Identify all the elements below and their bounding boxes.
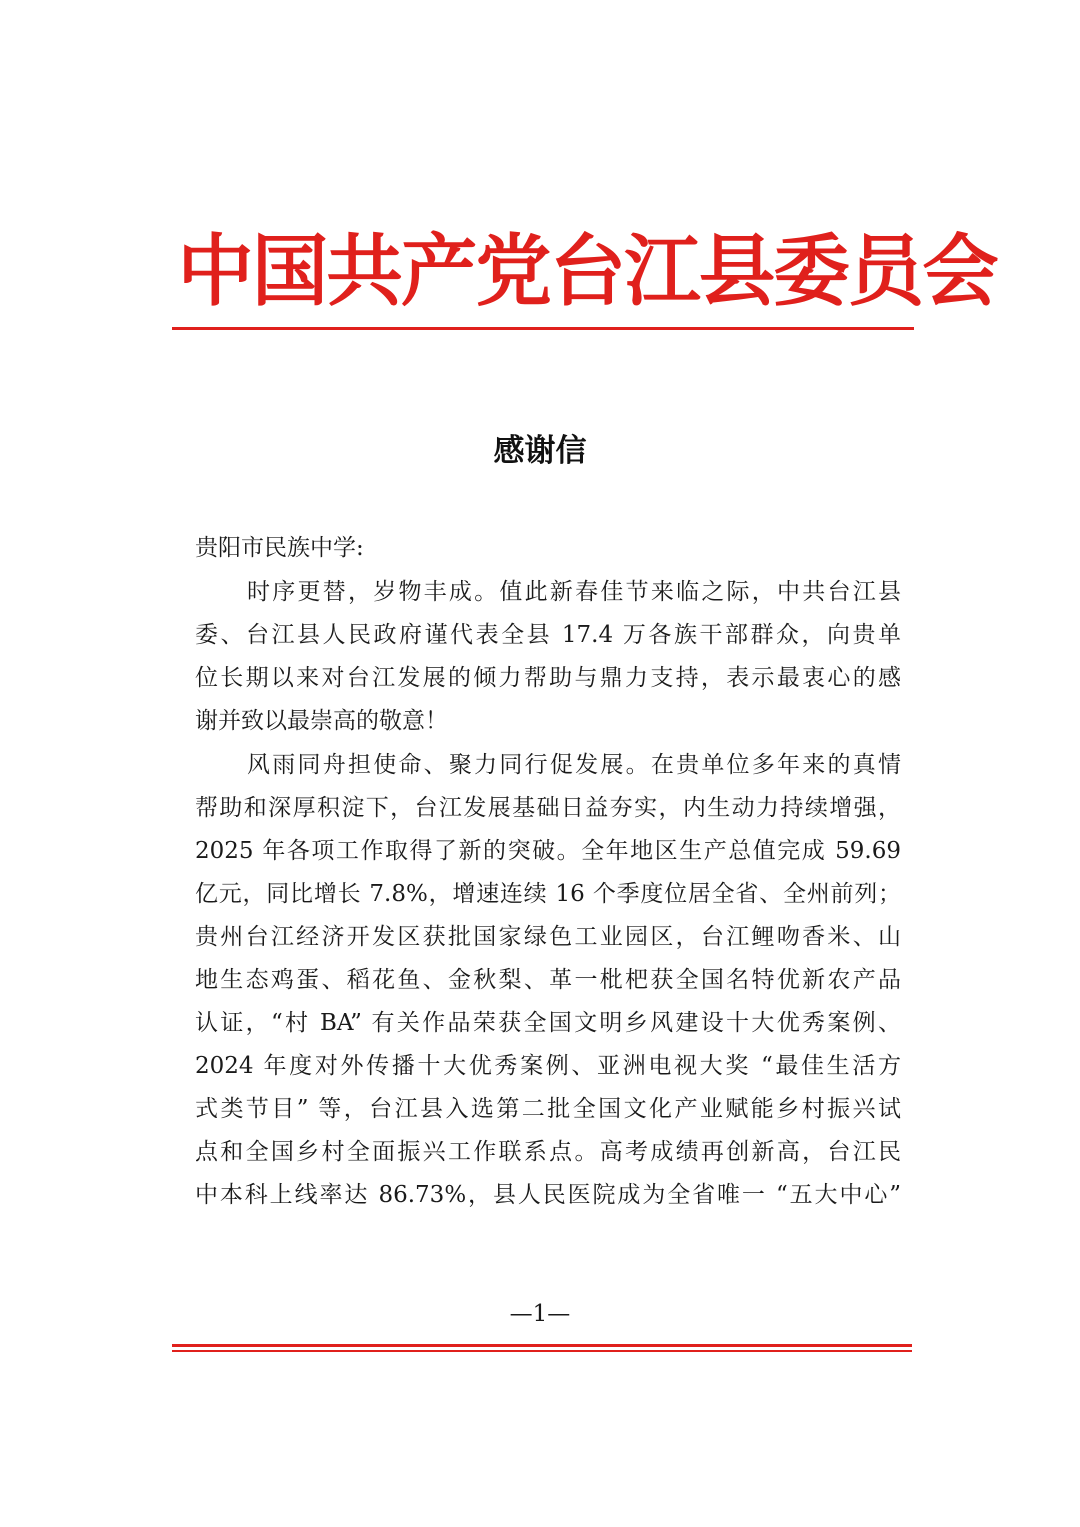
- body-line: 地生态鸡蛋、稻花鱼、金秋梨、革一枇杷获全国名特优新农产品: [195, 967, 901, 993]
- body-line: 2025 年各项工作取得了新的突破。全年地区生产总值完成 59.69: [195, 838, 901, 864]
- letterhead-red-rule: [172, 327, 914, 330]
- page-number: —1—: [509, 1301, 571, 1327]
- body-line: 帮助和深厚积淀下，台江发展基础日益夯实，内生动力持续增强，: [195, 795, 901, 821]
- body-line: 点和全国乡村全面振兴工作联系点。高考成绩再创新高，台江民: [195, 1139, 901, 1165]
- salutation: 贵阳市民族中学:: [195, 535, 364, 561]
- body-line: 2024 年度对外传播十大优秀案例、亚洲电视大奖 “最佳生活方: [195, 1053, 901, 1079]
- body-line: 中本科上线率达 86.73%，县人民医院成为全省唯一 “五大中心”: [195, 1182, 901, 1208]
- letter-title: 感谢信: [493, 433, 587, 469]
- footer-red-rule: [172, 1344, 912, 1347]
- body-line: 风雨同舟担使命、聚力同行促发展。在贵单位多年来的真情: [247, 752, 901, 778]
- body-line: 认证，“村 BA” 有关作品荣获全国文明乡风建设十大优秀案例、: [195, 1010, 901, 1036]
- letterhead-title: 中国共产党台江县委员会: [177, 226, 997, 317]
- body-line: 位长期以来对台江发展的倾力帮助与鼎力支持，表示最衷心的感: [195, 665, 901, 691]
- footer-red-rule-secondary: [172, 1350, 912, 1352]
- body-line: 式类节目” 等，台江县入选第二批全国文化产业赋能乡村振兴试: [195, 1096, 901, 1122]
- body-line: 贵州台江经济开发区获批国家绿色工业园区，台江鲤吻香米、山: [195, 924, 901, 950]
- body-line: 亿元，同比增长 7.8%，增速连续 16 个季度位居全省、全州前列；: [195, 881, 901, 907]
- body-line: 时序更替，岁物丰成。值此新春佳节来临之际，中共台江县: [247, 579, 901, 605]
- body-line: 谢并致以最崇高的敬意！: [195, 708, 448, 734]
- body-line: 委、台江县人民政府谨代表全县 17.4 万各族干部群众，向贵单: [195, 622, 901, 648]
